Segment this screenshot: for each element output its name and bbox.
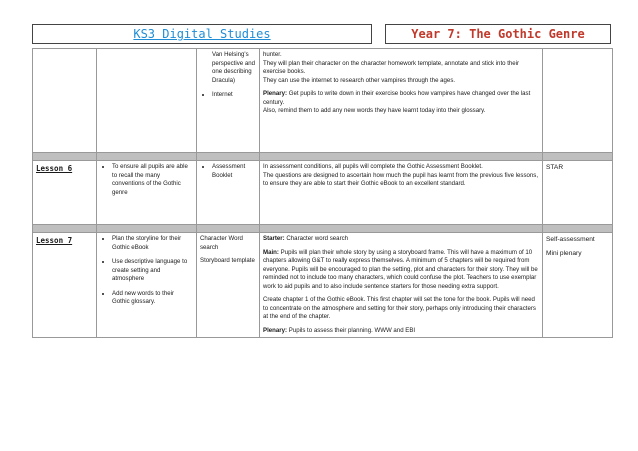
assessment-text: STAR: [546, 164, 564, 171]
lesson-cell: [33, 233, 97, 338]
resources-cell: [197, 49, 260, 153]
plenary-label: Plenary:: [263, 90, 288, 97]
lesson-label: Lesson 7: [36, 236, 73, 245]
resource-text: Storyboard template: [200, 257, 255, 264]
plenary-text: Pupils to assess their planning. WWW and EBI: [288, 326, 416, 334]
resource-continued: Van Helsing's perspective and one describing Dracula): [212, 51, 256, 84]
resources-cell: [197, 161, 260, 225]
unit-title: Year 7: The Gothic Genre: [385, 24, 611, 44]
plenary-text: Get pupils to write down in their exercise books how vampires have changed over the last century.: [263, 90, 531, 106]
table-row: [33, 233, 613, 338]
plenary-label: Plenary:: [263, 326, 288, 334]
separator-row: [33, 225, 613, 233]
objectives-cell: [97, 233, 197, 338]
activity-line: They will plan their character on the character homework template, annotate and stick into their exercise books.: [263, 59, 520, 75]
lesson-cell: [33, 49, 97, 153]
resources-cell: [197, 233, 260, 338]
activities-cell: [260, 233, 543, 338]
activity-line: They can use the internet to research other vampires through the ages.: [263, 76, 456, 84]
starter-label: Starter:: [263, 235, 285, 242]
main-text-2: Create chapter 1 of the Gothic eBook. This first chapter will set the tone for the book. Pupils will need to concentrate on the atmosphere and setting for their story, perhaps only introducing their characters at the end of the chapter.: [263, 296, 536, 320]
assessment-cell: [543, 49, 613, 153]
starter-text: Character word search: [286, 235, 349, 242]
lesson-cell: [33, 161, 97, 225]
objectives-cell: [97, 49, 197, 153]
list-item: • Use descriptive language to create setting and atmosphere: [112, 258, 193, 284]
lesson-plan-table: [32, 48, 613, 338]
assessment-text: Mini plenary: [546, 250, 582, 257]
activities-cell: [260, 49, 543, 153]
subject-title: KS3 Digital Studies: [32, 24, 372, 44]
list-item: • Add new words to their Gothic glossary.: [112, 290, 193, 307]
plenary-text-2: Also, remind them to add any new words they have learnt today into their glossary.: [263, 107, 486, 114]
activities-cell: [260, 161, 543, 225]
assessment-cell: [543, 233, 613, 338]
assessment-text: Self-assessment: [546, 236, 595, 243]
activity-line: The questions are designed to ascertain how much the pupil has learnt from the previous five lessons, to ensure they are able to start their Gothic eBook to an excellent standard.: [263, 171, 539, 187]
activity-line: hunter.: [263, 51, 282, 58]
main-text: Pupils will plan their whole story by using a storyboard frame. This will have a maximum of 10 chapters allowing G&T to really express themselves. A minimum of 5 chapters will be required from everyone. Pupils will be encouraged to plan the setting, plot and characters for their story. They will be reminded not to include too many characters, which could confuse the plot. Teachers to use exemplar work to aid pupils and to also include sentence starters for those needing extra support.: [263, 248, 538, 290]
lesson-label: Lesson 6: [36, 164, 73, 173]
assessment-cell: [543, 161, 613, 225]
list-item: • Plan the storyline for their Gothic eBook: [112, 235, 193, 252]
list-item: • Internet: [212, 91, 256, 100]
table-row: [33, 161, 613, 225]
separator-row: [33, 153, 613, 161]
resource-text: Character Word search: [200, 235, 243, 251]
main-label: Main:: [263, 248, 279, 256]
objectives-cell: [97, 161, 197, 225]
list-item: • To ensure all pupils are able to recall the many conventions of the Gothic genre: [112, 163, 193, 197]
list-item: • Assessment Booklet: [212, 163, 256, 180]
activity-line: In assessment conditions, all pupils will complete the Gothic Assessment Booklet.: [263, 163, 483, 170]
table-row: [33, 49, 613, 153]
